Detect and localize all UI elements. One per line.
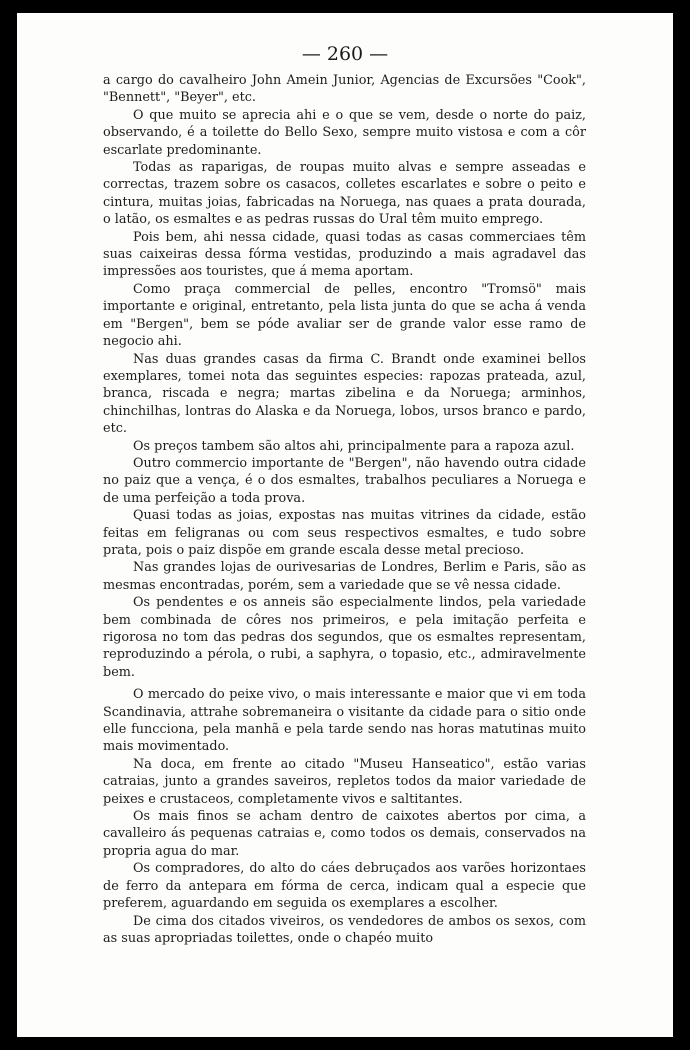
paragraph: Na doca, em frente ao citado "Museu Hanseatico", estão varias catraias, junto a grandes saveiros, repletos todos da maior variedade de peixes e crustaceos, completamente vivos e saltitantes. — [103, 756, 586, 807]
paragraph: Nas grandes lojas de ourivesarias de Londres, Berlim e Paris, são as mesmas encontradas, porém, sem a variedade que se vê nessa cidade. — [103, 560, 586, 593]
paragraph: Os preços tambem são altos ahi, principalmente para a rapoza azul. — [133, 438, 575, 454]
paragraph: Quasi todas as joias, expostas nas muitas vitrines da cidade, estão feitas em feligranas ou com seus respectivos esmaltes, e tudo sobre prata, pois o paiz dispõe em grande escala desse metal precioso. — [103, 508, 586, 558]
paragraph: Como praça commercial de pelles, encontro "Tromsö" mais importante e original, entretanto, pela lista junta do que se acha á venda em "Bergen", bem se póde avaliar ser de grande valor esse ramo de negocio ahi. — [103, 281, 586, 350]
paragraph: Os mais finos se acham dentro de caixotes abertos por cima, a cavalleiro ás pequenas catraias e, como todos os demais, conservados na propria agua do mar. — [103, 809, 586, 859]
paragraph: O mercado do peixe vivo, o mais interessante e maior que vi em toda Scandinavia, attrahe sobremaneira o visitante da cidade para o sitio onde elle funcciona, pela manhã e pela tarde sendo nas horas matutinas muito mais movimentado. — [103, 687, 586, 755]
paragraph: Pois bem, ahi nessa cidade, quasi todas as casas commerciaes têm suas caixeiras dessa fórma vestidas, produzindo a mais agradavel das impressões aos touristes, que á mema aportam. — [103, 229, 586, 280]
book-page — [17, 13, 673, 1037]
body-text — [103, 72, 586, 947]
paragraph: De cima dos citados viveiros, os vendedores de ambos os sexos, com as suas apropriadas toilettes, onde o chapéo muito — [103, 913, 586, 946]
paragraph: Todas as raparigas, de roupas muito alvas e sempre asseadas e correctas, trazem sobre os casacos, colletes escarlates e sobre o peito e cintura, muitas joias, fabricadas na Noruega, nas quaes a prata dourada, o latão, os esmaltes e as pedras russas do Ural têm muito emprego. — [103, 160, 586, 228]
paragraph: a cargo do cavalheiro John Amein Junior, Agencias de Excursões "Cook", "Bennett", "Beyer", etc. — [103, 73, 586, 106]
paragraph: Nas duas grandes casas da firma C. Brandt onde examinei bellos exemplares, tomei nota das seguintes especies: rapozas prateada, azul, branca, riscada e negra; martas zibelina e da Noruega; arminhos, chinchilhas, lontras do Alaska e da Noruega, lobos, ursos branco e pardo, etc. — [103, 351, 586, 437]
paragraph: Outro commercio importante de "Bergen", não havendo outra cidade no paiz que a vença, é o dos esmaltes, trabalhos peculiares a Noruega e de uma perfeição a toda prova. — [103, 455, 586, 506]
paragraph: Os pendentes e os anneis são especialmente lindos, pela variedade bem combinada de côres nos primeiros, e pela imitação perfeita e rigorosa no tom das pedras dos segundos, que os esmaltes representam, reproduzindo a pérola, o rubi, a saphyra, o topasio, etc., admiravelmente bem. — [103, 595, 586, 680]
paragraph: Os compradores, do alto do cáes debruçados aos varões horizontaes de ferro da antepara em fórma de cerca, indicam qual a especie que preferem, aguardando em seguida os exemplares a escolher. — [103, 861, 586, 912]
page-number: — 260 — — [301, 43, 389, 65]
paragraph: O que muito se aprecia ahi e o que se vem, desde o norte do paiz, observando, é a toilette do Bello Sexo, sempre muito vistosa e com a côr escarlate predominante. — [103, 107, 586, 158]
